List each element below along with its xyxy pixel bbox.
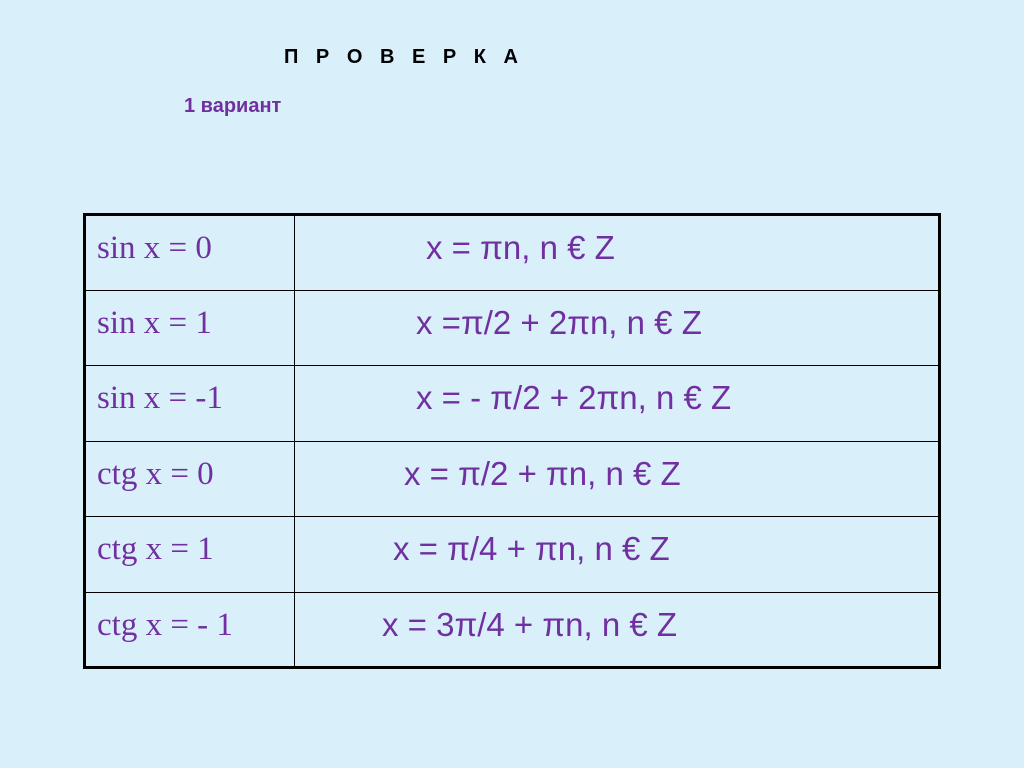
- solution-text: x = π/2 + πn, n € Z: [404, 454, 681, 492]
- variant-label: 1 вариант: [184, 95, 282, 117]
- equation-cell: sin x = 0: [85, 215, 295, 291]
- solution-text: x = π/4 + πn, n € Z: [393, 530, 670, 567]
- answers-table: [83, 213, 941, 669]
- solution-cell: [295, 215, 940, 291]
- solution-cell: [295, 290, 940, 366]
- equation-cell: ctg x = 0: [85, 441, 295, 517]
- table-row: [85, 517, 940, 593]
- table-row: [85, 441, 940, 517]
- solution-cell: [295, 366, 940, 442]
- equation-cell: sin x = 1: [85, 290, 295, 366]
- equation-cell: sin x = -1: [85, 366, 295, 442]
- table-row: [85, 592, 940, 668]
- solution-text: x =π/2 + 2πn, n € Z: [416, 303, 702, 341]
- equation-cell: ctg x = - 1: [85, 592, 295, 668]
- table-row: [85, 366, 940, 442]
- equation-cell: ctg x = 1: [85, 517, 295, 593]
- table-row: [85, 290, 940, 366]
- solution-text: x = πn, n € Z: [426, 229, 615, 266]
- solution-cell: [295, 517, 940, 593]
- solution-text: x = 3π/4 + πn, n € Z: [382, 605, 678, 643]
- solution-cell: [295, 441, 940, 517]
- table-row: [85, 215, 940, 291]
- page-title: П Р О В Е Р К А: [284, 46, 524, 68]
- solution-text: x = - π/2 + 2πn, n € Z: [416, 379, 732, 416]
- solution-cell: [295, 592, 940, 668]
